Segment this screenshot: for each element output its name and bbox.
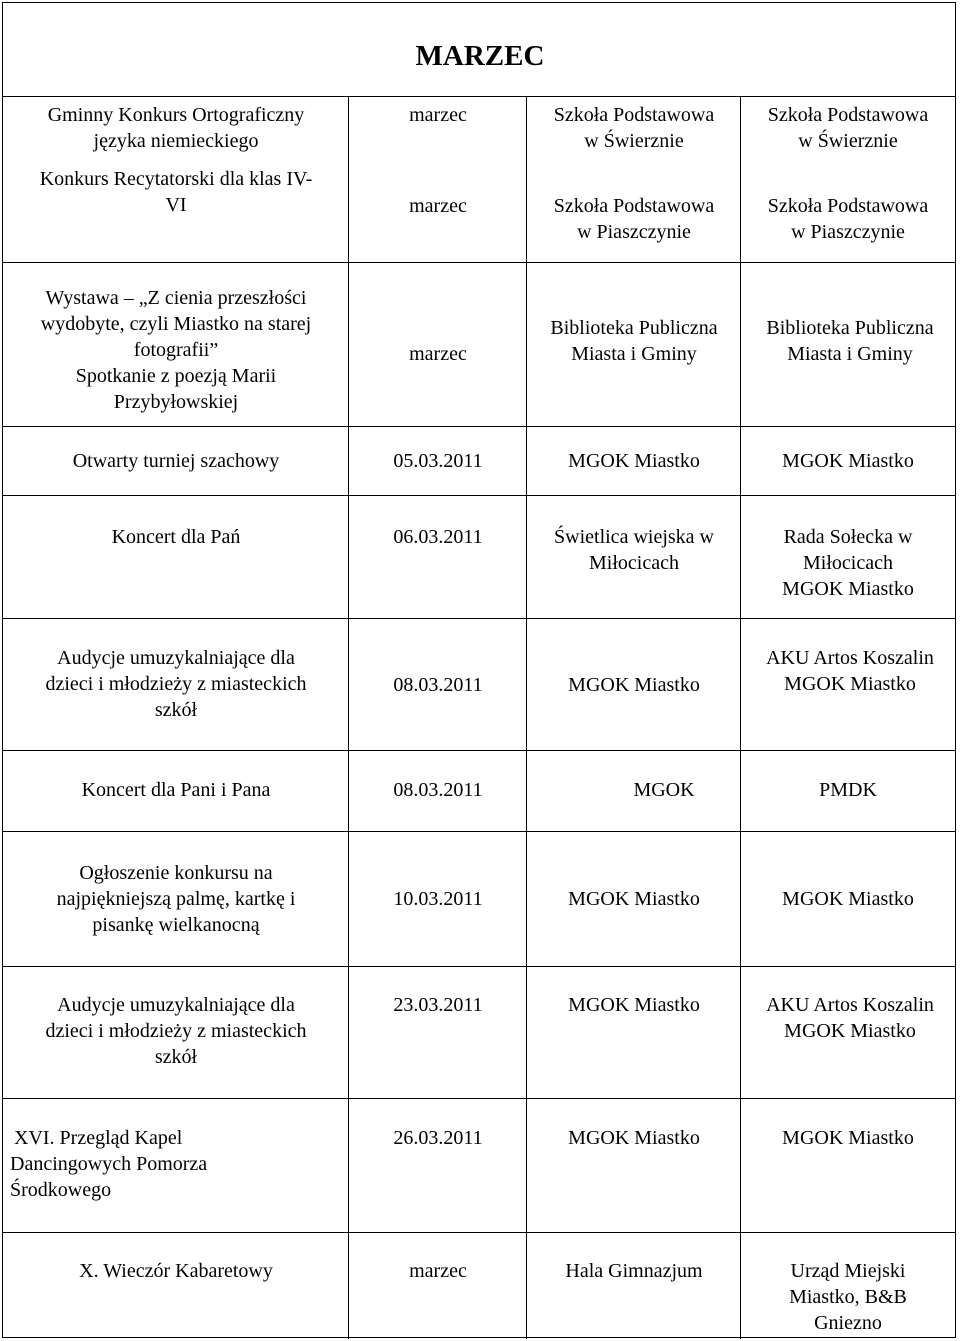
event-place: Biblioteka Publiczna Miasta i Gminy: [550, 317, 718, 365]
event-place: MGOK Miastko: [568, 450, 700, 472]
event-place: Hala Gimnazjum: [565, 1260, 703, 1282]
event-name: Koncert dla Pań: [111, 526, 241, 548]
event-name: Gminny Konkurs Ortograficzny języka niemieckiego: [47, 104, 305, 152]
page-title: MARZEC: [415, 40, 545, 72]
event-organizer: Urząd Miejski Miastko, B&B Gniezno: [789, 1260, 907, 1334]
event-place: Szkoła Podstawowa w Świerznie: [553, 104, 715, 152]
event-name: Wystawa – „Z cienia przeszłości wydobyte, czyli Miastko na starej fotografii” Spotkanie z poezją Marii Przybyłowskiej: [40, 287, 312, 413]
event-place: MGOK Miastko: [568, 994, 700, 1016]
event-date: marzec: [409, 1260, 467, 1282]
row-divider: [2, 426, 956, 427]
row-divider: [2, 1098, 956, 1099]
event-date: 06.03.2011: [393, 526, 483, 548]
event-place: MGOK Miastko: [568, 674, 700, 696]
event-place: MGOK Miastko: [568, 1127, 700, 1149]
event-date: 10.03.2011: [393, 888, 483, 910]
event-date: 08.03.2011: [393, 674, 483, 696]
event-organizer: AKU Artos Koszalin MGOK Miastko: [766, 647, 934, 695]
event-name: Koncert dla Pani i Pana: [81, 779, 271, 801]
row-divider: [2, 262, 956, 263]
event-date: marzec: [409, 195, 467, 217]
event-organizer: MGOK Miastko: [782, 888, 914, 910]
event-place: MGOK: [633, 779, 695, 801]
event-name: Ogłoszenie konkursu na najpiękniejszą palmę, kartkę i pisankę wielkanocną: [56, 862, 296, 936]
event-name: X. Wieczór Kabaretowy: [79, 1260, 273, 1282]
event-organizer: Szkoła Podstawowa w Świerznie: [767, 104, 929, 152]
row-divider: [2, 618, 956, 619]
event-name: Konkurs Recytatorski dla klas IV- VI: [39, 168, 313, 216]
event-organizer: MGOK Miastko: [782, 450, 914, 472]
row-divider: [2, 1232, 956, 1233]
column-divider: [740, 96, 741, 1339]
event-place: MGOK Miastko: [568, 888, 700, 910]
event-name: Audycje umuzykalniające dla dzieci i młodzieży z miasteckich szkół: [45, 994, 307, 1068]
event-organizer: AKU Artos Koszalin MGOK Miastko: [766, 994, 934, 1042]
event-date: 08.03.2011: [393, 779, 483, 801]
column-divider: [526, 96, 527, 1339]
event-date: 23.03.2011: [393, 994, 483, 1016]
event-organizer: Szkoła Podstawowa w Piaszczynie: [767, 195, 929, 243]
event-organizer: Rada Sołecka w Miłocicach MGOK Miastko: [782, 526, 914, 600]
event-date: marzec: [409, 343, 467, 365]
event-date: 26.03.2011: [393, 1127, 483, 1149]
event-organizer: MGOK Miastko: [782, 1127, 914, 1149]
event-date: 05.03.2011: [393, 450, 483, 472]
event-organizer: PMDK: [819, 779, 877, 801]
event-name: XVI. Przegląd Kapel Dancingowych Pomorza Środkowego: [10, 1127, 208, 1201]
event-place: Świetlica wiejska w Miłocicach: [554, 526, 714, 574]
row-divider: [2, 831, 956, 832]
event-name: Audycje umuzykalniające dla dzieci i młodzieży z miasteckich szkół: [45, 647, 307, 721]
event-date: marzec: [409, 104, 467, 126]
event-organizer: Biblioteka Publiczna Miasta i Gminy: [766, 317, 934, 365]
row-divider: [2, 96, 956, 97]
event-name: Otwarty turniej szachowy: [72, 450, 280, 472]
row-divider: [2, 966, 956, 967]
row-divider: [2, 495, 956, 496]
column-divider: [348, 96, 349, 1339]
row-divider: [2, 750, 956, 751]
event-place: Szkoła Podstawowa w Piaszczynie: [553, 195, 715, 243]
